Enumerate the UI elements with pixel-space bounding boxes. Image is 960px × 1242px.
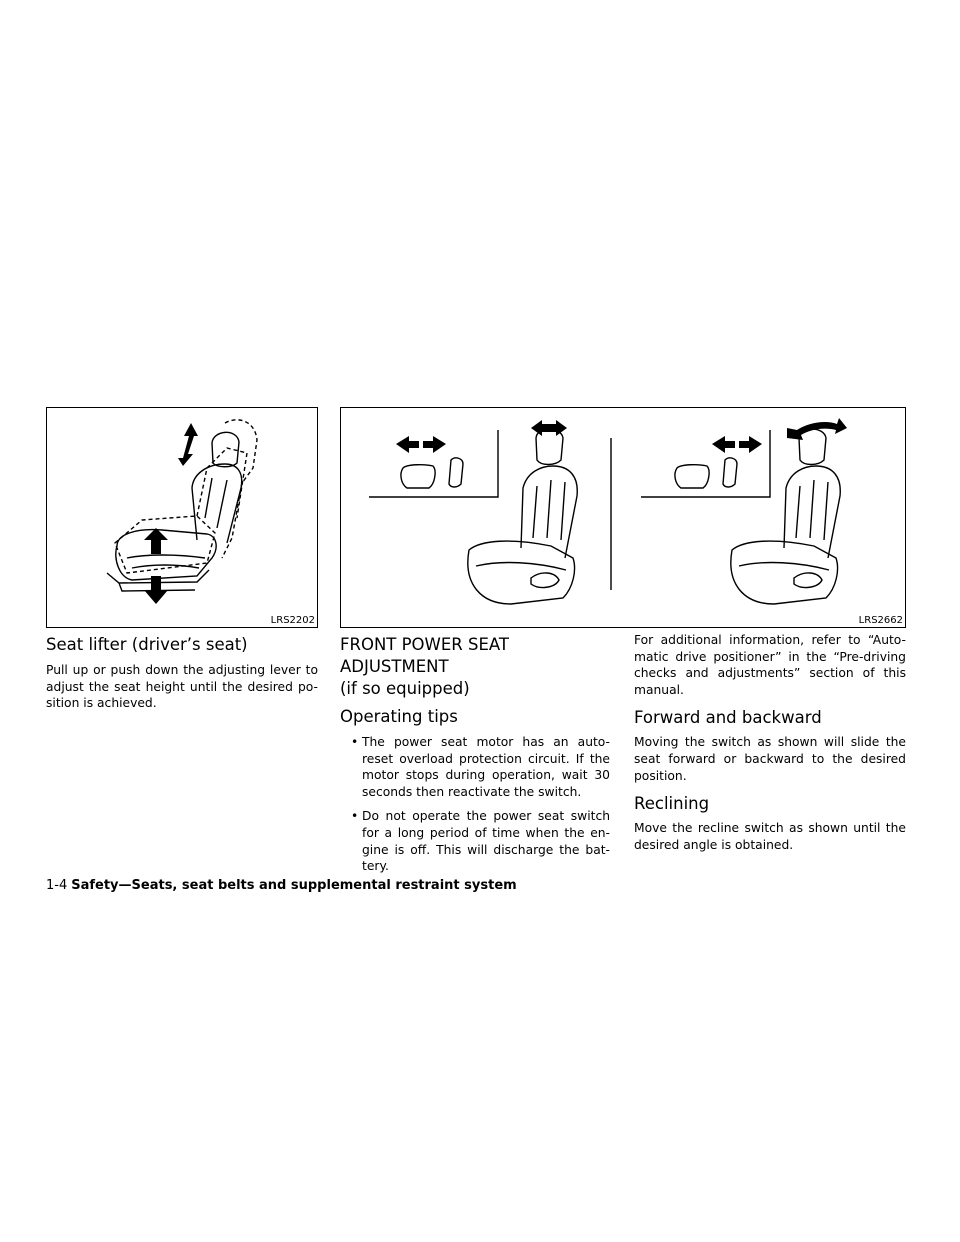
subsection-heading: Forward and backward [634,708,822,728]
page-number: 1-4 [46,878,68,893]
seat-lifter-figure [46,407,318,628]
seat-lifter-section [46,634,318,712]
power-seat-continued [634,632,906,853]
section-heading [340,634,610,700]
figure-label: LRS2662 [858,615,903,626]
subsection-heading: Operating tips [340,707,458,726]
power-seat-section [340,634,610,883]
heading-line-1: FRONT POWER SEAT ADJUSTMENT [340,635,509,676]
subsection-heading: Reclining [634,794,710,814]
power-seat-figure [340,407,906,628]
section-heading: Seat lifter (driver’s seat) [46,635,248,654]
heading-line-2: (if so equipped) [340,679,470,698]
power-seat-illustration [341,408,905,627]
tips-list [340,734,610,875]
list-item: • Do not operate the power seat switch for a long period of time when the en-gine is off. This will discharge the bat-tery. [340,808,610,874]
additional-info: For additional information, refer to “Auto-matic drive positioner” in the “Pre-driving checks and adjustments” section of this manual. [634,633,906,697]
page-footer [46,877,517,895]
forward-body: Moving the switch as shown will slide the seat forward or backward to the desired position. [634,735,906,783]
figure-label: LRS2202 [270,615,315,626]
section-body: Pull up or push down the adjusting lever to adjust the seat height until the desired po-sition is achieved. [46,663,318,711]
seat-lifter-illustration [47,408,317,627]
list-item: • The power seat motor has an auto-reset overload protection circuit. If the motor stops during operation, wait 30 seconds then reactivate the switch. [340,734,610,800]
reclining-body: Move the recline switch as shown until the desired angle is obtained. [634,821,906,852]
section-title: Safety—Seats, seat belts and supplemental restraint system [71,878,517,893]
